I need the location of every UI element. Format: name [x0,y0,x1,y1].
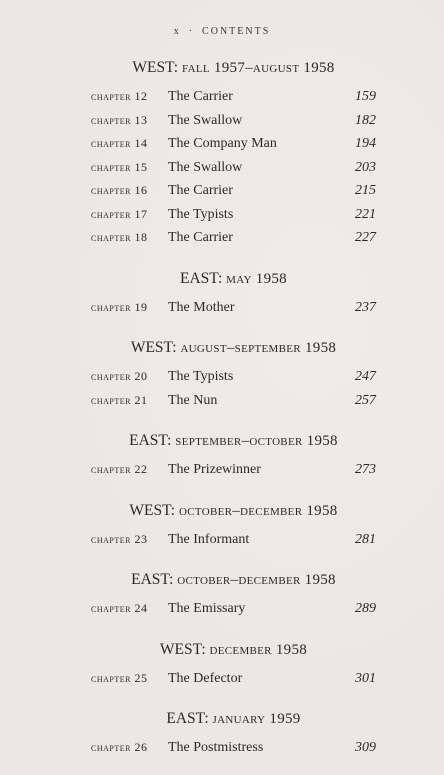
section-period: september–october 1958 [175,433,338,449]
chapter-label: chapter 17 [91,206,148,221]
chapter-title: The Typists [168,369,234,384]
toc-section-west-1957-1958 [91,58,376,250]
chapter-page: 273 [355,462,376,477]
section-spacer [91,412,376,431]
chapter-title: The Emissary [168,601,246,616]
chapter-label: chapter 12 [91,89,148,103]
chapter-title: The Informant [168,531,250,547]
section-heading [91,709,376,729]
section-period: fall 1957–august 1958 [182,60,335,76]
chapter-page: 215 [355,183,376,198]
toc-entry[interactable] [91,736,376,760]
toc-entry[interactable] [91,458,376,482]
chapter-page: 237 [355,299,376,315]
section-period: october–december 1958 [179,502,338,519]
chapter-label: chapter 14 [91,136,148,150]
chapter-label: chapter 18 [91,230,148,244]
chapter-title: The Swallow [168,159,243,175]
section-spacer [91,482,376,501]
toc-entry[interactable] [91,85,376,109]
section-spacer [91,319,376,338]
chapter-title: The Postmistress [168,740,264,755]
section-heading [91,501,376,521]
running-head-title: CONTENTS [202,26,271,37]
toc-entry[interactable] [91,389,376,413]
section-spacer [91,551,376,570]
chapter-page: 182 [355,112,376,128]
section-period: august–september 1958 [180,340,337,356]
chapter-title: The Typists [168,206,234,222]
section-side: WEST: [159,640,206,658]
toc-entry[interactable] [91,203,376,227]
section-side: WEST: [132,59,179,76]
toc-section-west-aug-sep-1958 [91,338,376,412]
section-period: december 1958 [209,641,308,658]
section-side: EAST: [129,432,172,449]
chapter-page: 301 [355,670,376,686]
toc-section-east-oct-dec-1958 [91,570,376,621]
chapter-label: chapter 23 [91,531,148,546]
section-period: may 1958 [226,270,287,287]
chapter-label: chapter 21 [91,392,148,407]
chapter-title: The Carrier [168,183,233,198]
running-head [0,26,444,37]
chapter-title: The Company Man [168,136,277,151]
chapter-page: 221 [355,206,376,222]
toc-section-west-dec-1958 [91,640,376,691]
section-heading [91,640,376,660]
toc-section-west-oct-dec-1958 [91,501,376,552]
chapter-title: The Defector [168,670,243,686]
toc-entry[interactable] [91,667,376,691]
chapter-page: 247 [355,369,376,384]
toc-section-east-may-1958 [91,269,376,320]
toc-section-east-jan-1959 [91,709,376,760]
chapter-label: chapter 24 [91,601,148,615]
section-side: EAST: [180,269,223,287]
toc-entry[interactable] [91,132,376,156]
chapter-title: The Nun [168,392,218,408]
section-spacer [91,621,376,640]
toc-entry[interactable] [91,226,376,250]
toc-section-east-sep-oct-1958 [91,431,376,482]
chapter-label: chapter 25 [91,670,148,685]
chapter-page: 159 [355,89,376,104]
chapter-title: The Carrier [168,89,233,104]
section-side: WEST: [130,339,177,356]
section-heading [91,58,376,78]
section-period: october–december 1958 [177,572,336,588]
toc-entry[interactable] [91,296,376,320]
chapter-page: 309 [355,740,376,755]
chapter-label: chapter 20 [91,369,148,383]
chapter-title: The Prizewinner [168,462,261,477]
section-heading [91,570,376,590]
section-heading [91,431,376,451]
chapter-page: 227 [355,230,376,245]
chapter-page: 203 [355,159,376,175]
section-side: EAST: [131,571,174,588]
section-heading [91,269,376,289]
chapter-label: chapter 16 [91,183,148,197]
chapter-label: chapter 13 [91,112,148,127]
section-spacer [91,690,376,709]
section-side: EAST: [166,710,209,727]
chapter-page: 289 [355,601,376,616]
toc-entry[interactable] [91,365,376,389]
toc-entry[interactable] [91,597,376,621]
chapter-label: chapter 19 [91,299,148,314]
page-folio: x [173,26,181,37]
chapter-label: chapter 26 [91,740,148,754]
chapter-title: The Mother [168,299,235,315]
chapter-page: 281 [355,531,376,547]
chapter-title: The Carrier [168,230,233,245]
toc-entry[interactable] [91,109,376,133]
toc-entry[interactable] [91,179,376,203]
table-of-contents [91,58,376,760]
chapter-label: chapter 22 [91,462,148,476]
section-spacer [91,250,376,269]
section-side: WEST: [129,501,176,519]
chapter-page: 257 [355,392,376,408]
section-heading [91,338,376,358]
running-head-separator: · [188,26,195,37]
chapter-label: chapter 15 [91,159,148,174]
section-period: january 1959 [212,711,301,727]
chapter-page: 194 [355,136,376,151]
toc-entry[interactable] [91,156,376,180]
toc-entry[interactable] [91,528,376,552]
chapter-title: The Swallow [168,112,243,128]
